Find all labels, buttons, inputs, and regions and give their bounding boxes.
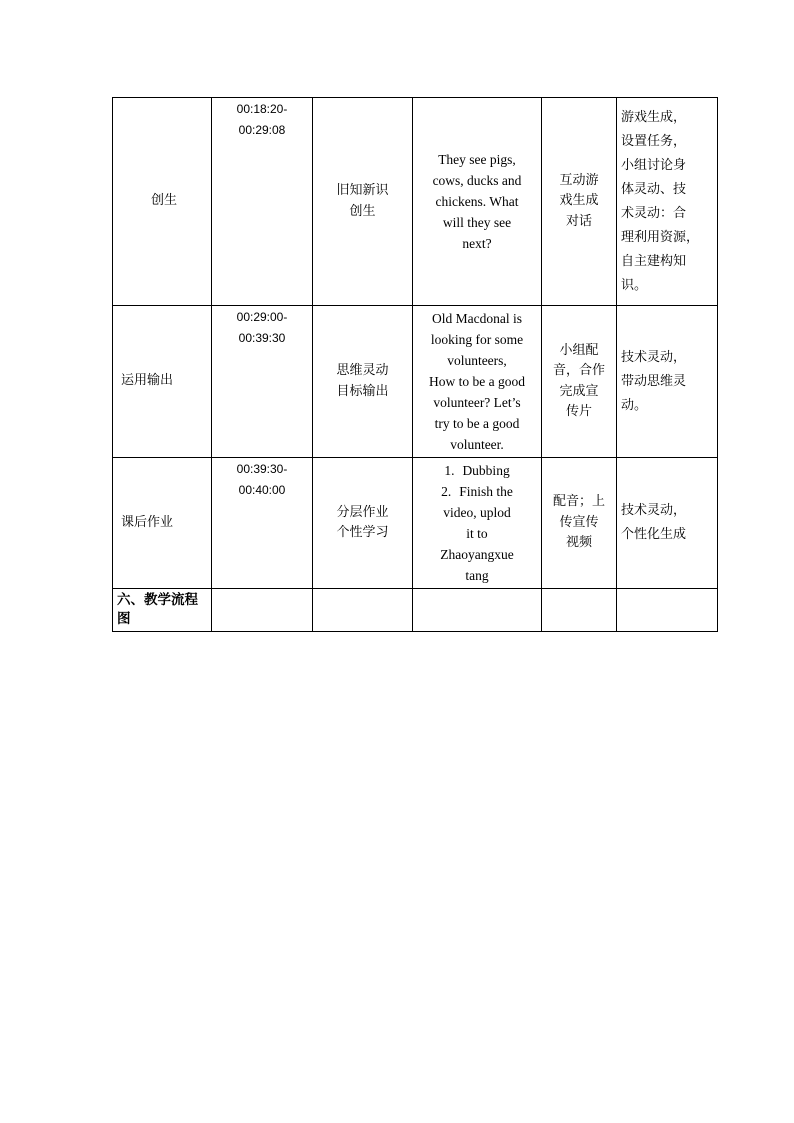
method-cell <box>313 98 413 306</box>
method-cell <box>313 306 413 458</box>
activity-line: 互动游 <box>559 172 599 188</box>
content-line: volunteer? Let’s <box>433 395 521 410</box>
content-cell <box>413 306 542 458</box>
content-line: next? <box>462 236 492 251</box>
intent-line: 带动思维灵 <box>621 373 687 389</box>
content-line: looking for some <box>430 332 524 347</box>
step-number: 2. <box>441 484 452 499</box>
content-line: They see pigs, <box>438 152 516 167</box>
activity-line: 音，合作 <box>552 363 605 378</box>
activity-line: 对话 <box>565 213 592 229</box>
time-cell <box>212 98 313 306</box>
content-line: volunteers, <box>447 353 507 368</box>
empty-cell <box>313 589 413 632</box>
activity-line: 配音；上 <box>552 494 605 510</box>
activity-line: 传片 <box>565 404 592 419</box>
intent-line: 技术灵动， <box>621 503 687 518</box>
stage-cell: 创生 <box>113 98 212 306</box>
time-end: 00:39:30 <box>238 331 286 345</box>
table-row <box>113 458 718 589</box>
content-line: Old Macdonal is <box>432 311 522 326</box>
content-step <box>417 481 537 502</box>
time-cell <box>212 306 313 458</box>
method-line: 目标输出 <box>336 383 389 399</box>
activity-line: 小组配 <box>559 342 599 358</box>
table-row <box>113 98 718 306</box>
method-line: 旧知新识 <box>336 183 389 198</box>
content-line: will they see <box>442 215 512 230</box>
intent-line: 技术灵动， <box>621 349 687 365</box>
intent-cell <box>617 98 718 306</box>
content-step <box>417 460 537 481</box>
time-end: 00:40:00 <box>238 483 286 497</box>
activity-line: 传宣传 <box>559 514 599 530</box>
intent-line: 体灵动、技 <box>621 181 687 197</box>
activity-cell <box>542 306 617 458</box>
content-line: volunteer. <box>450 437 504 452</box>
section-heading: 六、教学流程图 <box>113 589 212 632</box>
time-cell <box>212 458 313 589</box>
empty-cell <box>542 589 617 632</box>
table-row <box>113 306 718 458</box>
step-text: Dubbing <box>462 463 510 478</box>
intent-line: 个性化生成 <box>621 527 687 542</box>
intent-line: 术灵动：合 <box>621 205 687 221</box>
method-line: 个性学习 <box>336 525 389 540</box>
method-line: 分层作业 <box>336 504 389 520</box>
table-row <box>113 589 718 632</box>
content-cell <box>413 458 542 589</box>
time-start: 00:18:20- <box>236 102 288 116</box>
stage-cell: 课后作业 <box>113 458 212 589</box>
activity-cell <box>542 458 617 589</box>
time-start: 00:29:00- <box>236 310 288 324</box>
stage-cell: 运用输出 <box>113 306 212 458</box>
empty-cell <box>413 589 542 632</box>
content-line: How to be a good <box>429 374 525 389</box>
activity-line: 完成宣 <box>559 383 599 399</box>
activity-line: 视频 <box>565 535 592 551</box>
intent-line: 动。 <box>621 397 648 413</box>
intent-line: 设置任务， <box>621 133 687 149</box>
content-cell <box>413 98 542 306</box>
intent-cell <box>617 306 718 458</box>
method-cell <box>313 458 413 589</box>
activity-cell <box>542 98 617 306</box>
step-number: 1. <box>444 463 455 478</box>
lesson-plan-table <box>112 97 718 632</box>
step-text: it to <box>466 526 488 541</box>
activity-line: 戏生成 <box>559 193 599 209</box>
step-text: Zhaoyangxue <box>440 547 514 562</box>
intent-line: 小组讨论身 <box>621 157 687 173</box>
intent-line: 理利用资源， <box>621 229 700 245</box>
step-text: Finish the <box>459 484 513 499</box>
empty-cell <box>212 589 313 632</box>
step-text: tang <box>465 568 489 583</box>
intent-cell <box>617 458 718 589</box>
content-line: chickens. What <box>435 194 519 209</box>
time-end: 00:29:08 <box>238 123 286 137</box>
content-line: try to be a good <box>434 416 520 431</box>
method-line: 创生 <box>349 203 376 219</box>
intent-line: 游戏生成， <box>621 109 687 125</box>
intent-line: 识。 <box>621 277 648 293</box>
intent-line: 自主建构知 <box>621 253 687 269</box>
time-start: 00:39:30- <box>236 462 288 476</box>
content-line: cows, ducks and <box>432 173 522 188</box>
step-text: video, uplod <box>443 505 511 520</box>
method-line: 思维灵动 <box>336 363 389 378</box>
empty-cell <box>617 589 718 632</box>
